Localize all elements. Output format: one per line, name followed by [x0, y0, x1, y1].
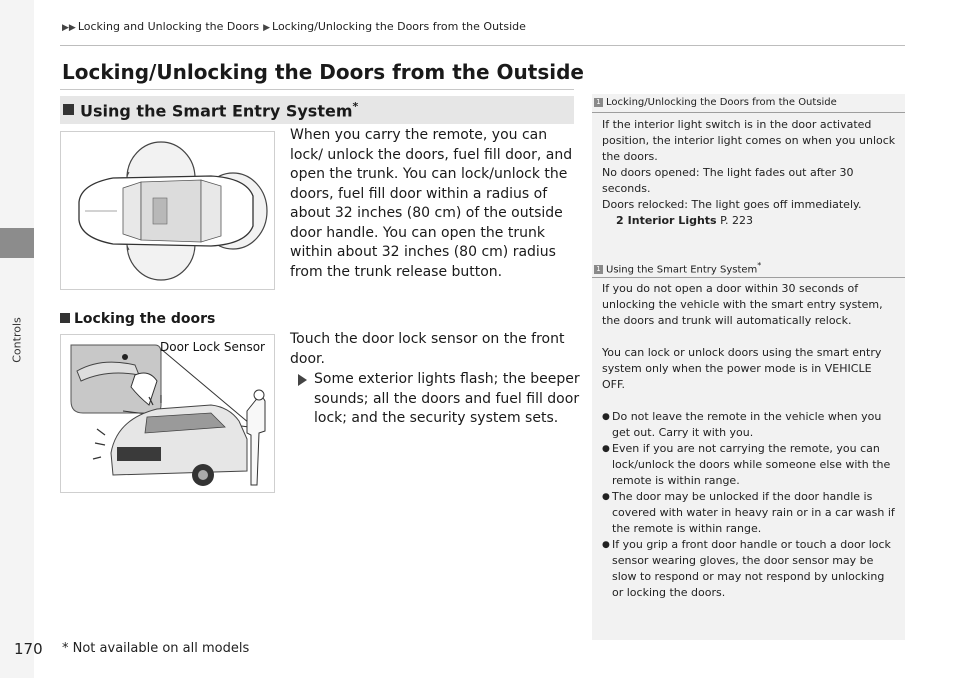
- note1-paragraph: Doors relocked: The light goes off immediately.: [602, 198, 862, 211]
- page-title: Locking/Unlocking the Doors from the Outside: [62, 60, 584, 84]
- section-square-icon: [63, 104, 74, 115]
- locking-steps: [290, 330, 582, 429]
- note1-body: [602, 117, 898, 229]
- list-item: ● Do not leave the remote in the vehicle when you get out. Carry it with you.: [602, 409, 898, 441]
- notes-panel: [592, 94, 905, 640]
- note1-divider: [592, 112, 905, 113]
- section-header: [60, 96, 574, 124]
- title-divider: [60, 89, 574, 90]
- list-item: ● Even if you are not carrying the remote, you can lock/unlock the doors while someone else with the remote is within range.: [602, 441, 898, 489]
- chapter-label: [0, 317, 34, 363]
- chapter-label-text: Controls: [10, 317, 24, 363]
- locking-result: Some exterior lights flash; the beeper sounds; all the doors and fuel fill door lock; and the security system sets.: [290, 370, 582, 429]
- page-number: 170: [14, 640, 43, 658]
- note1-paragraph: No doors opened: The light fades out after 30 seconds.: [602, 166, 854, 195]
- note2-divider: [592, 277, 905, 278]
- note1-heading: 1 Locking/Unlocking the Doors from the Outside: [594, 97, 837, 108]
- heading-square-icon: [60, 313, 70, 323]
- note2-heading: 1 Using the Smart Entry System*: [594, 261, 761, 275]
- note2-bullet-list: [602, 409, 898, 601]
- door-lock-sensor-illustration: [61, 335, 274, 492]
- intro-paragraph: When you carry the remote, you can lock/ unlock the doors, fuel fill door, and open the trunk. You can lock/unlock the doors, fuel fill door within a radius of about 32 inches (80 cm) of the outside door handle. You can open the trunk within about 32 inches (80 cm) radius from the trunk release button.: [290, 127, 573, 280]
- note-icon: 1: [594, 98, 603, 107]
- breadcrumb-arrow-icon: ▶▶: [62, 23, 76, 33]
- note2-body: [602, 281, 898, 601]
- note2-paragraph: You can lock or unlock doors using the smart entry system only when the power mode is in VEHICLE OFF.: [602, 346, 882, 391]
- figure-door-lock-sensor: [60, 334, 275, 493]
- note2-paragraph: If you do not open a door within 30 seconds of unlocking the vehicle with the smart entry system, the doors and trunk will automatically relock.: [602, 282, 883, 327]
- list-item: ● If you grip a front door handle or touch a door lock sensor wearing gloves, the door sensor may be slow to respond or may not respond by unlocking or locking the doors.: [602, 537, 898, 601]
- locking-instruction: Touch the door lock sensor on the front door.: [290, 331, 565, 367]
- footnote: * Not available on all models: [62, 641, 250, 656]
- section-title: Using the Smart Entry System*: [80, 100, 359, 121]
- breadcrumb-item[interactable]: Locking and Unlocking the Doors: [77, 20, 260, 33]
- note1-paragraph: If the interior light switch is in the door activated position, the interior light comes on when you unlock the doors.: [602, 118, 896, 163]
- breadcrumb: [62, 20, 530, 33]
- header-divider: [60, 45, 905, 46]
- not-on-all-models-asterisk: *: [352, 100, 359, 113]
- car-top-view-illustration: [61, 132, 274, 289]
- note-icon: 1: [594, 265, 603, 274]
- result-arrow-icon: [298, 374, 307, 386]
- breadcrumb-item[interactable]: Locking/Unlocking the Doors from the Outside: [272, 20, 526, 33]
- interior-lights-link[interactable]: 2 Interior Lights P. 223: [616, 214, 754, 227]
- locking-doors-heading: Locking the doors: [60, 311, 215, 327]
- reference-icon: 2: [616, 214, 624, 227]
- figure-car-top-view: [60, 131, 275, 290]
- breadcrumb-arrow-icon: ▶: [263, 23, 271, 33]
- list-item: ● The door may be unlocked if the door handle is covered with water in heavy rain or in a car wash if the remote is within range.: [602, 489, 898, 537]
- chapter-tab-marker: [0, 228, 34, 258]
- door-lock-sensor-callout: Door Lock Sensor: [160, 340, 265, 354]
